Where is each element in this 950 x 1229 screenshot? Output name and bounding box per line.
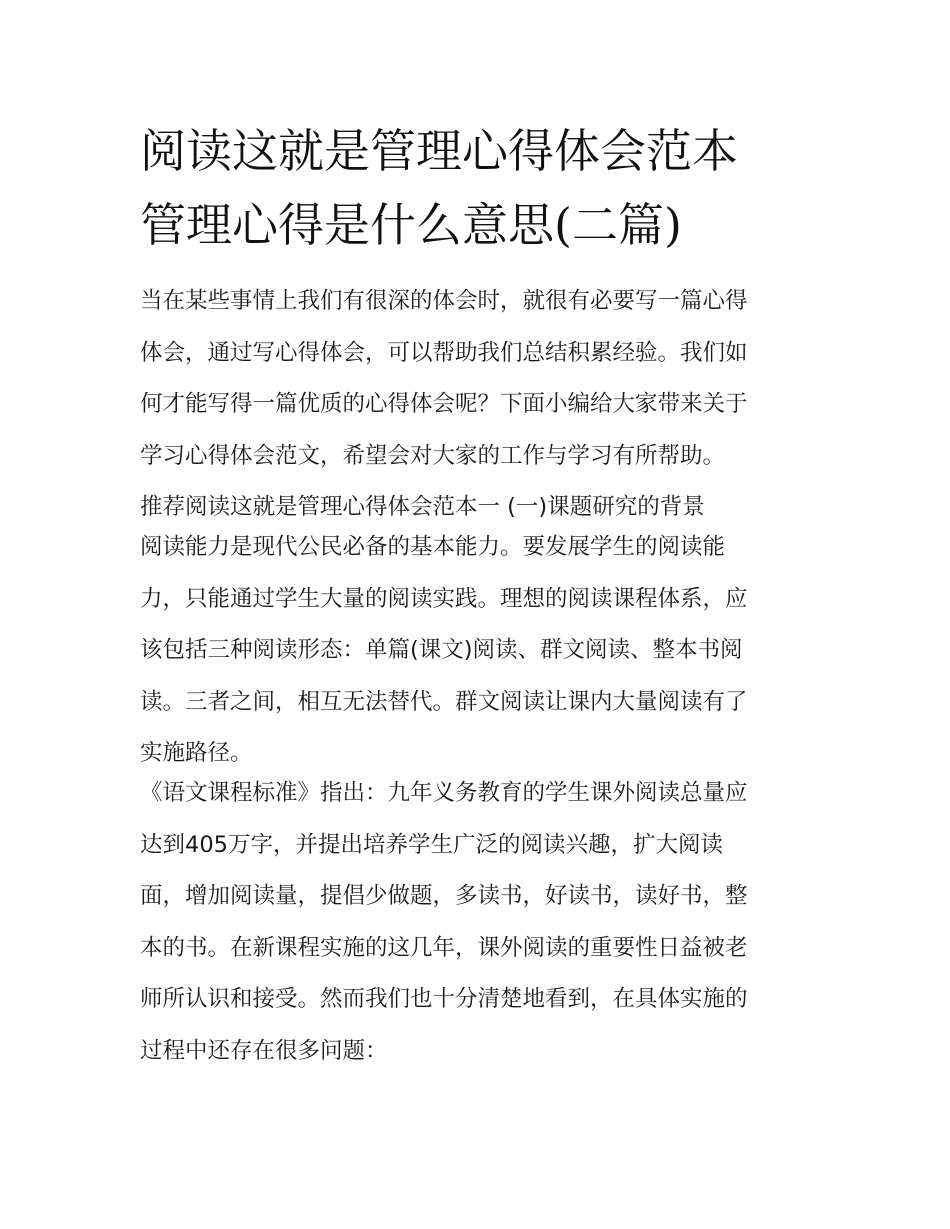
body-line: 何才能写得一篇优质的心得体会呢？下面小编给大家带来关于 (140, 391, 748, 417)
body-line: 读。三者之间，相互无法替代。群文阅读让课内大量阅读有了 (140, 688, 748, 715)
document-body (140, 281, 840, 1082)
body-line: 力，只能通过学生大量的阅读实践。理想的阅读课程体系，应 (140, 585, 748, 612)
body-line: 该包括三种阅读形态：单篇(课文)阅读、群文阅读、整本书阅 (140, 637, 743, 663)
document-title (140, 114, 830, 262)
body-line: 实施路径。 (140, 740, 253, 766)
body-line: 过程中还存在很多问题： (140, 1037, 388, 1064)
body-line: 本的书。在新课程实施的这几年，课外阅读的重要性日益被老 (140, 934, 748, 961)
body-line: 达到405万字，并提出培养学生广泛的阅读兴趣，扩大阅读 (140, 831, 723, 858)
body-line: 体会，通过写心得体会，可以帮助我们总结积累经验。我们如 (140, 339, 748, 366)
body-line: 当在某些事情上我们有很深的体会时，就很有必要写一篇心得 (140, 288, 748, 314)
body-line: 阅读能力是现代公民必备的基本能力。要发展学生的阅读能 (140, 534, 726, 560)
body-line: 推荐阅读这就是管理心得体会范本一 (一)课题研究的背景 (140, 494, 705, 520)
body-line: 面，增加阅读量，提倡少做题，多读书，好读书，读好书，整 (140, 883, 748, 909)
body-line: 《语文课程标准》指出：九年义务教育的学生课外阅读总量应 (140, 780, 748, 806)
title-line-2: 管理心得是什么意思(二篇) (140, 198, 682, 252)
body-line: 师所认识和接受。然而我们也十分清楚地看到，在具体实施的 (140, 986, 748, 1012)
body-line: 学习心得体会范文，希望会对大家的工作与学习有所帮助。 (140, 442, 726, 469)
title-line-1: 阅读这就是管理心得体会范本 (140, 124, 738, 178)
